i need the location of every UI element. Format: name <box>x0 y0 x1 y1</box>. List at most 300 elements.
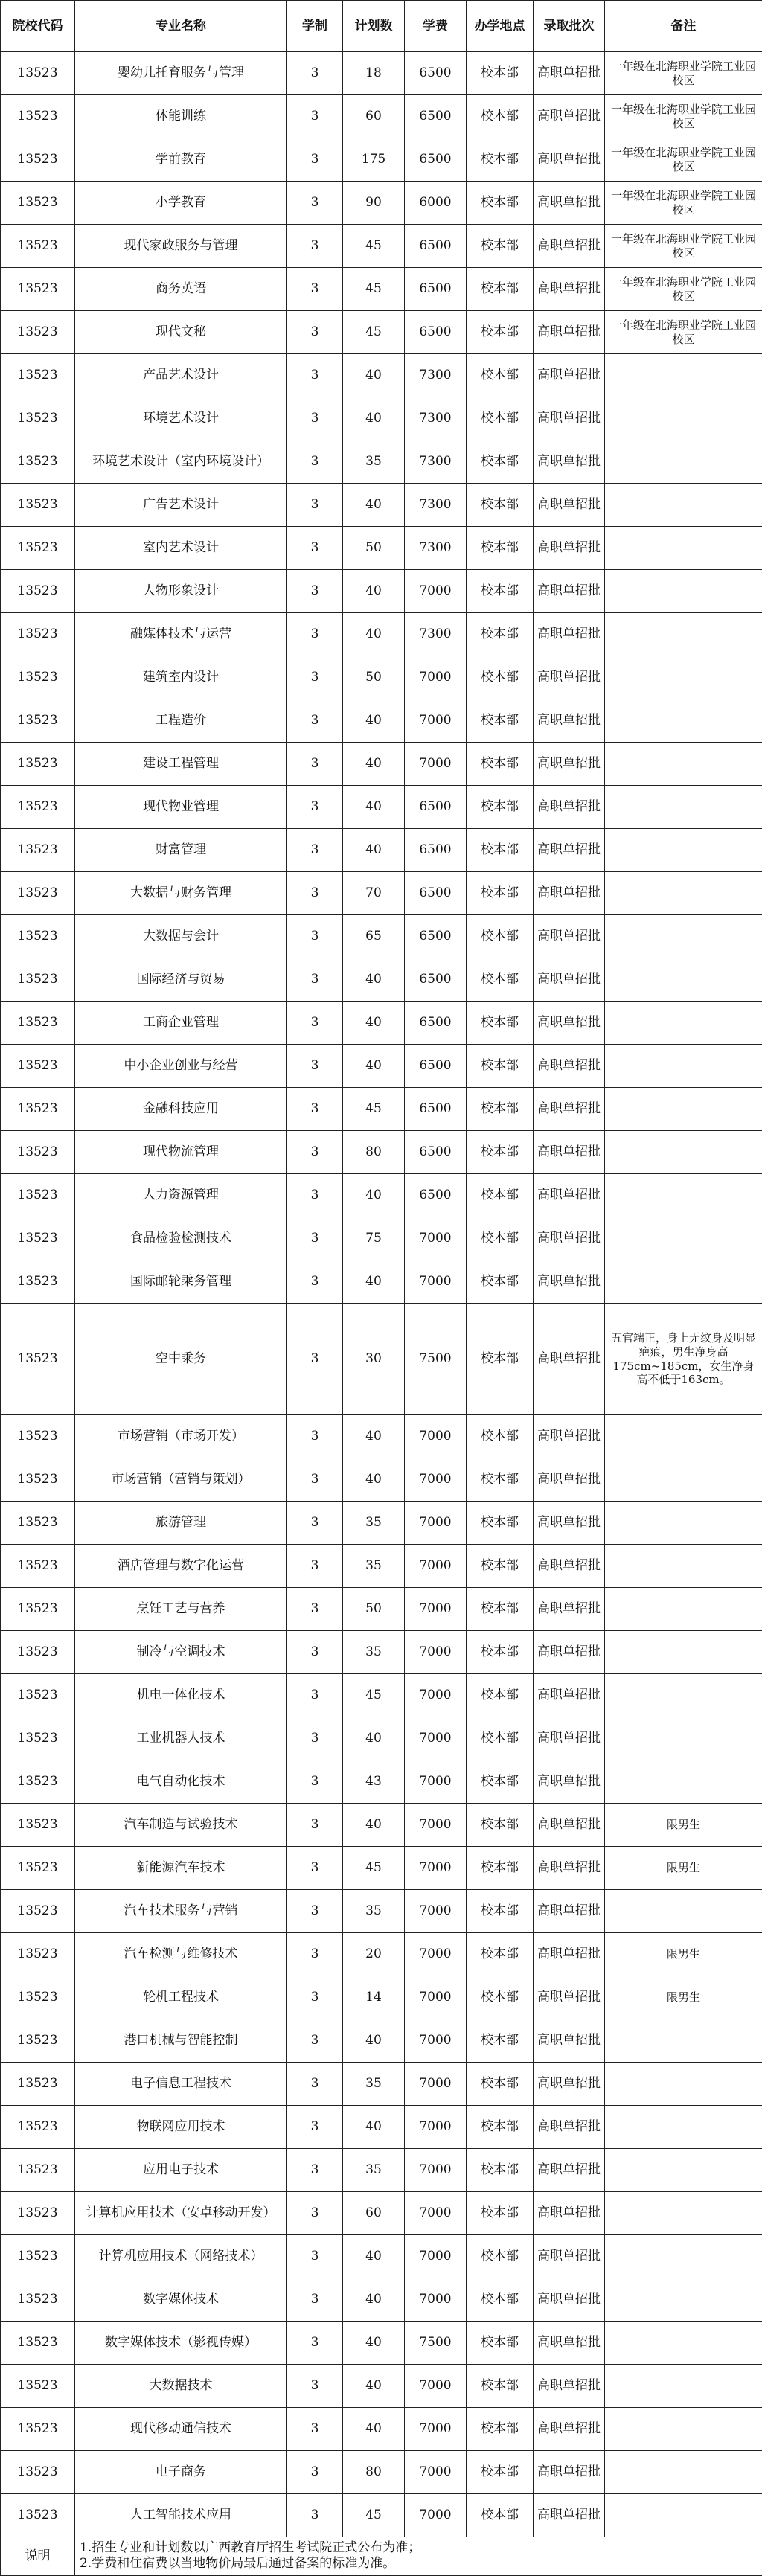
batch-cell: 高职单招批 <box>534 958 605 1002</box>
tuition-cell: 6500 <box>405 1088 467 1131</box>
batch-cell: 高职单招批 <box>534 2192 605 2235</box>
batch-cell: 高职单招批 <box>534 1131 605 1174</box>
location-cell: 校本部 <box>467 1674 534 1717</box>
duration-cell: 3 <box>287 743 343 786</box>
duration-cell: 3 <box>287 2063 343 2106</box>
plan-count-cell: 14 <box>343 1976 405 2019</box>
major-name-cell: 人物形象设计 <box>75 570 287 613</box>
table-row <box>1 2408 762 2451</box>
notes-label: 说明 <box>1 2537 75 2576</box>
batch-cell: 高职单招批 <box>534 2451 605 2494</box>
table-row <box>1 1131 762 1174</box>
major-name-cell: 港口机械与智能控制 <box>75 2019 287 2063</box>
remarks-cell: 一年级在北海职业学院工业园校区 <box>605 311 762 354</box>
tuition-cell: 7300 <box>405 613 467 656</box>
major-name-cell: 体能训练 <box>75 95 287 138</box>
major-name-cell: 烹饪工艺与营养 <box>75 1588 287 1631</box>
table-row <box>1 95 762 138</box>
header-duration: 学制 <box>287 1 343 52</box>
tuition-cell: 7500 <box>405 2322 467 2365</box>
remarks-cell: 五官端正，身上无纹身及明显疤痕，男生净身高175cm~185cm，女生净身高不低于163cm。 <box>605 1304 762 1415</box>
school-code-cell: 13523 <box>1 1890 75 1933</box>
location-cell: 校本部 <box>467 829 534 872</box>
school-code-cell: 13523 <box>1 872 75 915</box>
tuition-cell: 6500 <box>405 95 467 138</box>
table-row <box>1 915 762 958</box>
batch-cell: 高职单招批 <box>534 1933 605 1976</box>
tuition-cell: 7000 <box>405 1415 467 1458</box>
school-code-cell: 13523 <box>1 1976 75 2019</box>
table-row <box>1 1415 762 1458</box>
batch-cell: 高职单招批 <box>534 2019 605 2063</box>
location-cell: 校本部 <box>467 2106 534 2149</box>
school-code-cell: 13523 <box>1 2322 75 2365</box>
batch-cell: 高职单招批 <box>534 743 605 786</box>
location-cell: 校本部 <box>467 2063 534 2106</box>
remarks-cell <box>605 2106 762 2149</box>
tuition-cell: 7000 <box>405 1458 467 1502</box>
major-name-cell: 工业机器人技术 <box>75 1717 287 1760</box>
major-name-cell: 环境艺术设计 <box>75 397 287 440</box>
major-name-cell: 食品检验检测技术 <box>75 1217 287 1260</box>
tuition-cell: 6500 <box>405 52 467 95</box>
batch-cell: 高职单招批 <box>534 829 605 872</box>
remarks-cell <box>605 1717 762 1760</box>
school-code-cell: 13523 <box>1 2278 75 2322</box>
duration-cell: 3 <box>287 484 343 527</box>
batch-cell: 高职单招批 <box>534 182 605 225</box>
plan-count-cell: 18 <box>343 52 405 95</box>
batch-cell: 高职单招批 <box>534 440 605 484</box>
remarks-cell <box>605 1002 762 1045</box>
table-row <box>1 2149 762 2192</box>
duration-cell: 3 <box>287 1174 343 1217</box>
school-code-cell: 13523 <box>1 2365 75 2408</box>
batch-cell: 高职单招批 <box>534 1502 605 1545</box>
duration-cell: 3 <box>287 1631 343 1674</box>
major-name-cell: 市场营销（营销与策划） <box>75 1458 287 1502</box>
batch-cell: 高职单招批 <box>534 786 605 829</box>
table-row <box>1 1217 762 1260</box>
location-cell: 校本部 <box>467 1890 534 1933</box>
remarks-cell <box>605 829 762 872</box>
plan-count-cell: 40 <box>343 2322 405 2365</box>
duration-cell: 3 <box>287 397 343 440</box>
batch-cell: 高职单招批 <box>534 225 605 268</box>
duration-cell: 3 <box>287 915 343 958</box>
major-name-cell: 电气自动化技术 <box>75 1760 287 1804</box>
table-row <box>1 1760 762 1804</box>
location-cell: 校本部 <box>467 2192 534 2235</box>
batch-cell: 高职单招批 <box>534 1804 605 1847</box>
table-row <box>1 699 762 743</box>
table-row <box>1 2019 762 2063</box>
school-code-cell: 13523 <box>1 699 75 743</box>
plan-count-cell: 40 <box>343 1804 405 1847</box>
table-footer <box>1 2537 762 2576</box>
major-name-cell: 金融科技应用 <box>75 1088 287 1131</box>
duration-cell: 3 <box>287 225 343 268</box>
tuition-cell: 7300 <box>405 527 467 570</box>
major-name-cell: 国际经济与贸易 <box>75 958 287 1002</box>
school-code-cell: 13523 <box>1 2019 75 2063</box>
remarks-cell <box>605 2451 762 2494</box>
tuition-cell: 7000 <box>405 2408 467 2451</box>
school-code-cell: 13523 <box>1 95 75 138</box>
school-code-cell: 13523 <box>1 1174 75 1217</box>
major-name-cell: 产品艺术设计 <box>75 354 287 397</box>
tuition-cell: 6500 <box>405 829 467 872</box>
tuition-cell: 6500 <box>405 268 467 311</box>
duration-cell: 3 <box>287 1717 343 1760</box>
remarks-cell <box>605 2278 762 2322</box>
batch-cell: 高职单招批 <box>534 1717 605 1760</box>
location-cell: 校本部 <box>467 1804 534 1847</box>
school-code-cell: 13523 <box>1 2149 75 2192</box>
location-cell: 校本部 <box>467 1260 534 1304</box>
school-code-cell: 13523 <box>1 1847 75 1890</box>
batch-cell: 高职单招批 <box>534 1045 605 1088</box>
plan-count-cell: 40 <box>343 2106 405 2149</box>
remarks-cell: 一年级在北海职业学院工业园校区 <box>605 95 762 138</box>
plan-count-cell: 45 <box>343 311 405 354</box>
school-code-cell: 13523 <box>1 1674 75 1717</box>
duration-cell: 3 <box>287 1933 343 1976</box>
major-name-cell: 汽车技术服务与营销 <box>75 1890 287 1933</box>
major-name-cell: 现代家政服务与管理 <box>75 225 287 268</box>
plan-count-cell: 40 <box>343 1260 405 1304</box>
location-cell: 校本部 <box>467 2494 534 2537</box>
remarks-cell: 一年级在北海职业学院工业园校区 <box>605 268 762 311</box>
table-row <box>1 311 762 354</box>
batch-cell: 高职单招批 <box>534 1002 605 1045</box>
table-row <box>1 440 762 484</box>
remarks-cell: 限男生 <box>605 1976 762 2019</box>
remarks-cell <box>605 1415 762 1458</box>
batch-cell: 高职单招批 <box>534 138 605 182</box>
major-name-cell: 空中乘务 <box>75 1304 287 1415</box>
tuition-cell: 6500 <box>405 872 467 915</box>
duration-cell: 3 <box>287 1976 343 2019</box>
plan-count-cell: 35 <box>343 2063 405 2106</box>
tuition-cell: 7000 <box>405 2365 467 2408</box>
location-cell: 校本部 <box>467 786 534 829</box>
tuition-cell: 7000 <box>405 1217 467 1260</box>
major-name-cell: 轮机工程技术 <box>75 1976 287 2019</box>
duration-cell: 3 <box>287 1588 343 1631</box>
tuition-cell: 7000 <box>405 1760 467 1804</box>
table-row <box>1 52 762 95</box>
major-name-cell: 环境艺术设计（室内环境设计） <box>75 440 287 484</box>
duration-cell: 3 <box>287 1804 343 1847</box>
table-row <box>1 2192 762 2235</box>
tuition-cell: 7300 <box>405 484 467 527</box>
table-row <box>1 1976 762 2019</box>
table-row <box>1 1304 762 1415</box>
location-cell: 校本部 <box>467 1976 534 2019</box>
school-code-cell: 13523 <box>1 397 75 440</box>
plan-count-cell: 40 <box>343 570 405 613</box>
batch-cell: 高职单招批 <box>534 95 605 138</box>
note-2: 2.学费和住宿费以当地物价局最后通过备案的标准为准。 <box>80 2556 758 2572</box>
table-row <box>1 1458 762 1502</box>
school-code-cell: 13523 <box>1 613 75 656</box>
duration-cell: 3 <box>287 613 343 656</box>
duration-cell: 3 <box>287 2019 343 2063</box>
location-cell: 校本部 <box>467 1088 534 1131</box>
tuition-cell: 7000 <box>405 1804 467 1847</box>
remarks-cell: 限男生 <box>605 1804 762 1847</box>
plan-count-cell: 45 <box>343 2494 405 2537</box>
duration-cell: 3 <box>287 2235 343 2278</box>
batch-cell: 高职单招批 <box>534 570 605 613</box>
remarks-cell <box>605 2322 762 2365</box>
header-location: 办学地点 <box>467 1 534 52</box>
tuition-cell: 7000 <box>405 2451 467 2494</box>
batch-cell: 高职单招批 <box>534 484 605 527</box>
plan-count-cell: 40 <box>343 2019 405 2063</box>
location-cell: 校本部 <box>467 95 534 138</box>
batch-cell: 高职单招批 <box>534 2106 605 2149</box>
plan-count-cell: 20 <box>343 1933 405 1976</box>
duration-cell: 3 <box>287 440 343 484</box>
location-cell: 校本部 <box>467 2235 534 2278</box>
table-row <box>1 1804 762 1847</box>
remarks-cell <box>605 613 762 656</box>
location-cell: 校本部 <box>467 311 534 354</box>
tuition-cell: 7000 <box>405 2019 467 2063</box>
batch-cell: 高职单招批 <box>534 1976 605 2019</box>
batch-cell: 高职单招批 <box>534 1088 605 1131</box>
duration-cell: 3 <box>287 1674 343 1717</box>
plan-count-cell: 40 <box>343 2278 405 2322</box>
remarks-cell <box>605 397 762 440</box>
batch-cell: 高职单招批 <box>534 311 605 354</box>
major-name-cell: 现代文秘 <box>75 311 287 354</box>
major-name-cell: 计算机应用技术（安卓移动开发） <box>75 2192 287 2235</box>
plan-count-cell: 40 <box>343 1717 405 1760</box>
header-remarks: 备注 <box>605 1 762 52</box>
school-code-cell: 13523 <box>1 484 75 527</box>
location-cell: 校本部 <box>467 2149 534 2192</box>
major-name-cell: 大数据与会计 <box>75 915 287 958</box>
location-cell: 校本部 <box>467 915 534 958</box>
location-cell: 校本部 <box>467 182 534 225</box>
school-code-cell: 13523 <box>1 1304 75 1415</box>
remarks-cell: 一年级在北海职业学院工业园校区 <box>605 182 762 225</box>
major-name-cell: 中小企业创业与经营 <box>75 1045 287 1088</box>
location-cell: 校本部 <box>467 397 534 440</box>
plan-count-cell: 40 <box>343 2235 405 2278</box>
table-row <box>1 1088 762 1131</box>
remarks-cell: 一年级在北海职业学院工业园校区 <box>605 225 762 268</box>
school-code-cell: 13523 <box>1 268 75 311</box>
location-cell: 校本部 <box>467 699 534 743</box>
table-row <box>1 958 762 1002</box>
school-code-cell: 13523 <box>1 2235 75 2278</box>
table-row <box>1 872 762 915</box>
school-code-cell: 13523 <box>1 656 75 699</box>
batch-cell: 高职单招批 <box>534 2235 605 2278</box>
table-row <box>1 656 762 699</box>
major-name-cell: 工商企业管理 <box>75 1002 287 1045</box>
table-row <box>1 354 762 397</box>
school-code-cell: 13523 <box>1 1933 75 1976</box>
table-row <box>1 225 762 268</box>
remarks-cell <box>605 1890 762 1933</box>
plan-count-cell: 40 <box>343 829 405 872</box>
duration-cell: 3 <box>287 699 343 743</box>
location-cell: 校本部 <box>467 2278 534 2322</box>
school-code-cell: 13523 <box>1 52 75 95</box>
plan-count-cell: 45 <box>343 1847 405 1890</box>
school-code-cell: 13523 <box>1 1045 75 1088</box>
table-body <box>1 52 762 2537</box>
table-row <box>1 1674 762 1717</box>
batch-cell: 高职单招批 <box>534 1174 605 1217</box>
remarks-cell <box>605 2149 762 2192</box>
duration-cell: 3 <box>287 1847 343 1890</box>
notes-cell <box>75 2537 762 2576</box>
table-row <box>1 829 762 872</box>
major-name-cell: 电子信息工程技术 <box>75 2063 287 2106</box>
remarks-cell <box>605 1217 762 1260</box>
remarks-cell <box>605 1545 762 1588</box>
plan-count-cell: 40 <box>343 958 405 1002</box>
location-cell: 校本部 <box>467 958 534 1002</box>
major-name-cell: 大数据技术 <box>75 2365 287 2408</box>
school-code-cell: 13523 <box>1 2451 75 2494</box>
major-name-cell: 物联网应用技术 <box>75 2106 287 2149</box>
table-row <box>1 2235 762 2278</box>
location-cell: 校本部 <box>467 1631 534 1674</box>
remarks-cell <box>605 699 762 743</box>
tuition-cell: 7000 <box>405 2063 467 2106</box>
plan-count-cell: 80 <box>343 1131 405 1174</box>
batch-cell: 高职单招批 <box>534 1890 605 1933</box>
location-cell: 校本部 <box>467 743 534 786</box>
location-cell: 校本部 <box>467 225 534 268</box>
tuition-cell: 7000 <box>405 1890 467 1933</box>
table-row <box>1 786 762 829</box>
tuition-cell: 7300 <box>405 440 467 484</box>
major-name-cell: 数字媒体技术 <box>75 2278 287 2322</box>
location-cell: 校本部 <box>467 1415 534 1458</box>
school-code-cell: 13523 <box>1 570 75 613</box>
batch-cell: 高职单招批 <box>534 2063 605 2106</box>
location-cell: 校本部 <box>467 1760 534 1804</box>
major-name-cell: 现代物业管理 <box>75 786 287 829</box>
tuition-cell: 6500 <box>405 786 467 829</box>
tuition-cell: 7000 <box>405 699 467 743</box>
plan-count-cell: 40 <box>343 786 405 829</box>
duration-cell: 3 <box>287 2494 343 2537</box>
plan-count-cell: 90 <box>343 182 405 225</box>
duration-cell: 3 <box>287 1088 343 1131</box>
remarks-cell <box>605 656 762 699</box>
remarks-cell: 一年级在北海职业学院工业园校区 <box>605 138 762 182</box>
header-tuition: 学费 <box>405 1 467 52</box>
major-name-cell: 汽车检测与维修技术 <box>75 1933 287 1976</box>
duration-cell: 3 <box>287 2278 343 2322</box>
major-name-cell: 人力资源管理 <box>75 1174 287 1217</box>
batch-cell: 高职单招批 <box>534 1760 605 1804</box>
duration-cell: 3 <box>287 1458 343 1502</box>
remarks-cell <box>605 743 762 786</box>
remarks-cell <box>605 1588 762 1631</box>
plan-count-cell: 35 <box>343 1890 405 1933</box>
school-code-cell: 13523 <box>1 1588 75 1631</box>
tuition-cell: 6500 <box>405 1002 467 1045</box>
batch-cell: 高职单招批 <box>534 2278 605 2322</box>
major-name-cell: 商务英语 <box>75 268 287 311</box>
major-name-cell: 大数据与财务管理 <box>75 872 287 915</box>
duration-cell: 3 <box>287 2408 343 2451</box>
plan-count-cell: 35 <box>343 2149 405 2192</box>
school-code-cell: 13523 <box>1 829 75 872</box>
location-cell: 校本部 <box>467 484 534 527</box>
location-cell: 校本部 <box>467 1131 534 1174</box>
tuition-cell: 6000 <box>405 182 467 225</box>
duration-cell: 3 <box>287 1415 343 1458</box>
table-row <box>1 1588 762 1631</box>
school-code-cell: 13523 <box>1 1415 75 1458</box>
tuition-cell: 6500 <box>405 1174 467 1217</box>
school-code-cell: 13523 <box>1 527 75 570</box>
table-row <box>1 1260 762 1304</box>
plan-count-cell: 45 <box>343 1088 405 1131</box>
location-cell: 校本部 <box>467 2322 534 2365</box>
header-batch: 录取批次 <box>534 1 605 52</box>
school-code-cell: 13523 <box>1 1804 75 1847</box>
major-name-cell: 新能源汽车技术 <box>75 1847 287 1890</box>
tuition-cell: 7000 <box>405 656 467 699</box>
duration-cell: 3 <box>287 570 343 613</box>
tuition-cell: 6500 <box>405 1045 467 1088</box>
plan-count-cell: 40 <box>343 699 405 743</box>
remarks-cell <box>605 915 762 958</box>
batch-cell: 高职单招批 <box>534 1674 605 1717</box>
remarks-cell <box>605 527 762 570</box>
remarks-cell <box>605 440 762 484</box>
duration-cell: 3 <box>287 2192 343 2235</box>
tuition-cell: 7300 <box>405 397 467 440</box>
school-code-cell: 13523 <box>1 915 75 958</box>
remarks-cell <box>605 2494 762 2537</box>
school-code-cell: 13523 <box>1 182 75 225</box>
tuition-cell: 7000 <box>405 2106 467 2149</box>
location-cell: 校本部 <box>467 1002 534 1045</box>
remarks-cell <box>605 1088 762 1131</box>
table-row <box>1 1174 762 1217</box>
plan-count-cell: 40 <box>343 2365 405 2408</box>
plan-count-cell: 45 <box>343 268 405 311</box>
major-name-cell: 电子商务 <box>75 2451 287 2494</box>
school-code-cell: 13523 <box>1 1545 75 1588</box>
remarks-cell <box>605 1131 762 1174</box>
batch-cell: 高职单招批 <box>534 1588 605 1631</box>
remarks-cell <box>605 872 762 915</box>
batch-cell: 高职单招批 <box>534 699 605 743</box>
major-name-cell: 婴幼儿托育服务与管理 <box>75 52 287 95</box>
school-code-cell: 13523 <box>1 1002 75 1045</box>
tuition-cell: 7000 <box>405 2235 467 2278</box>
remarks-cell <box>605 786 762 829</box>
plan-count-cell: 60 <box>343 95 405 138</box>
duration-cell: 3 <box>287 786 343 829</box>
plan-count-cell: 40 <box>343 2408 405 2451</box>
tuition-cell: 7000 <box>405 2149 467 2192</box>
